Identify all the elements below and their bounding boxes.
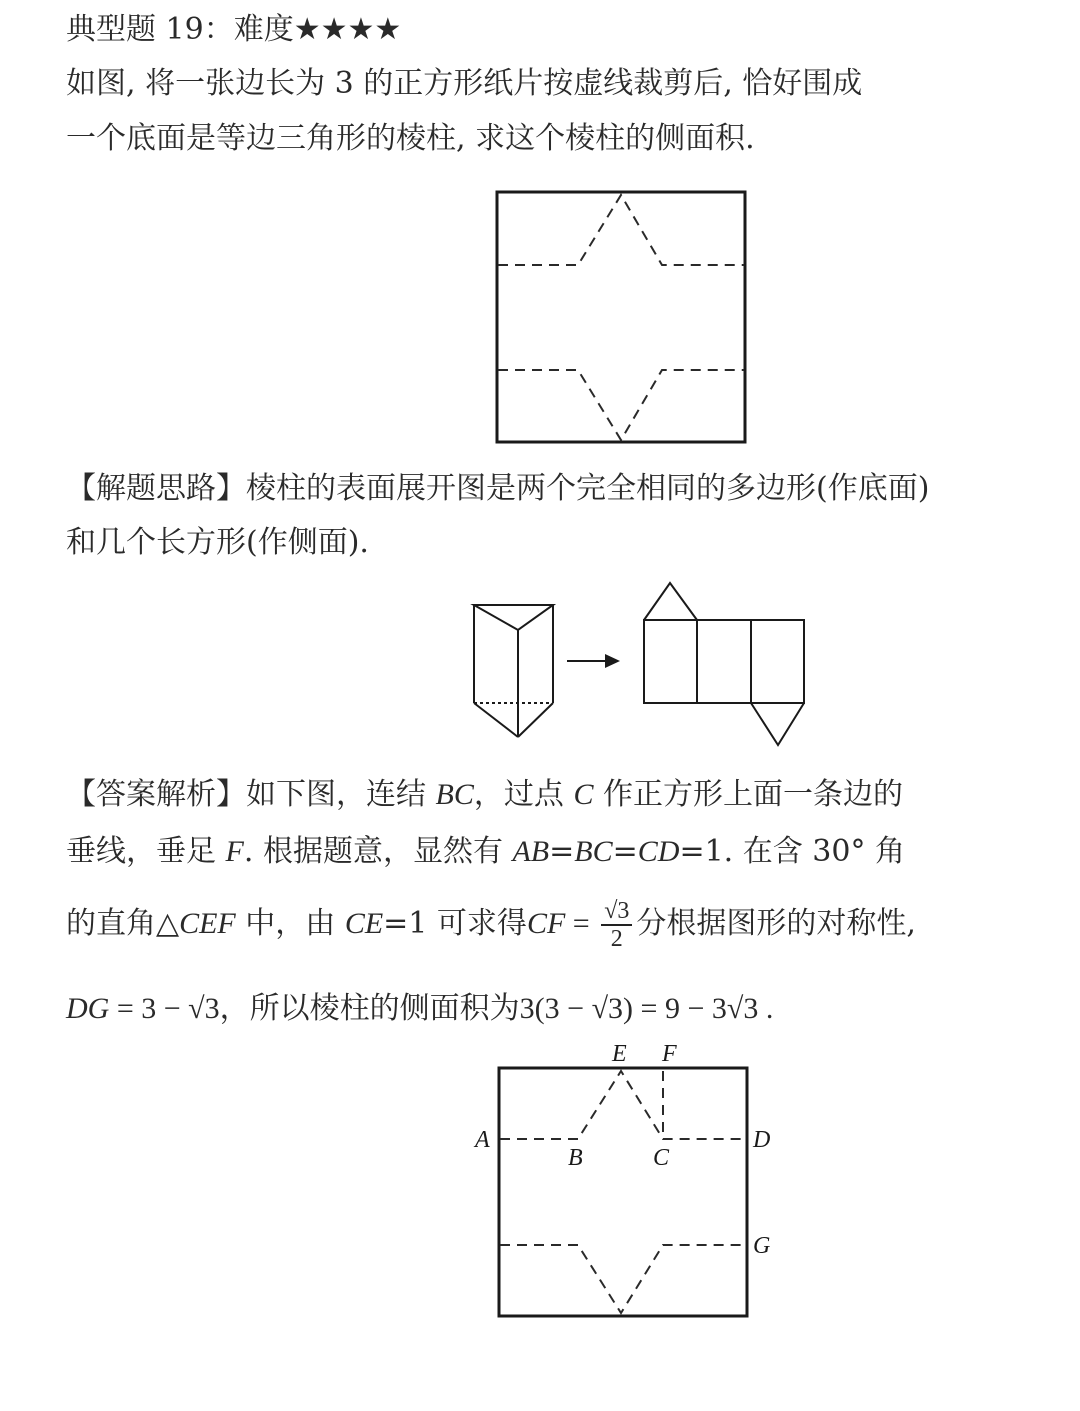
answer-l3-c: 中，由 xyxy=(235,906,345,941)
answer-l2-f: F xyxy=(225,835,244,868)
idea-line-1: 【解题思路】棱柱的表面展开图是两个完全相同的多边形(作底面) xyxy=(66,471,930,506)
answer-l4-b: = 3 − √3 xyxy=(109,992,220,1025)
figure-square-cut xyxy=(490,185,755,450)
answer-l2-eq2: = xyxy=(612,834,638,869)
figure-labeled-square xyxy=(470,1035,790,1330)
label-e: E xyxy=(612,1041,627,1067)
answer-l2-eq1: = xyxy=(549,834,575,869)
answer-l3-eq: = xyxy=(565,907,598,940)
answer-l1-bc: BC xyxy=(435,778,474,811)
answer-l2-bc: BC xyxy=(574,835,613,868)
fraction-sqrt3-over-2 xyxy=(601,898,632,952)
answer-l2-cd: CD xyxy=(637,835,680,868)
answer-l2-a: 垂线，垂足 xyxy=(66,834,226,869)
problem-line-2: 一个底面是等边三角形的棱柱, 求这个棱柱的侧面积. xyxy=(66,121,755,156)
answer-l4-c: ，所以棱柱的侧面积为 xyxy=(219,991,520,1026)
answer-line-3 xyxy=(66,898,916,952)
difficulty-stars: ★★★★ xyxy=(293,12,402,47)
answer-l4-dg: DG xyxy=(66,992,110,1025)
fraction-numerator: √3 xyxy=(601,898,632,926)
answer-l1-e: 作正方形上面一条边的 xyxy=(593,777,903,812)
label-g: G xyxy=(753,1233,771,1259)
problem-title xyxy=(66,10,401,50)
answer-l3-e: =1 可求得 xyxy=(383,906,527,941)
label-a: A xyxy=(475,1127,490,1153)
answer-line-4 xyxy=(66,989,773,1029)
label-f: F xyxy=(662,1041,677,1067)
label-c: C xyxy=(653,1145,670,1171)
answer-l1-point-c: C xyxy=(573,778,594,811)
answer-l3-ce: CE xyxy=(344,907,384,940)
answer-l3-h: 分根据图形的对称性, xyxy=(636,906,916,941)
answer-l4-d: 3(3 − √3) = 9 − 3√3 . xyxy=(519,992,774,1025)
answer-line-1 xyxy=(66,775,903,815)
fraction-denominator: 2 xyxy=(610,926,623,952)
label-d: D xyxy=(753,1127,771,1153)
label-b: B xyxy=(568,1145,583,1171)
title-text: 典型题 19：难度 xyxy=(66,12,294,47)
problem-line-1: 如图, 将一张边长为 3 的正方形纸片按虚线裁剪后, 恰好围成 xyxy=(66,66,863,101)
answer-l3-a: 的直角△ xyxy=(66,906,180,941)
figure-prism-net xyxy=(465,575,815,755)
idea-line-2: 和几个长方形(作侧面). xyxy=(66,525,369,560)
answer-l1-a: 【答案解析】如下图，连结 xyxy=(66,777,436,812)
answer-l2-i: =1. 在含 30° 角 xyxy=(679,834,905,869)
answer-l2-c: . 根据题意，显然有 xyxy=(243,834,513,869)
answer-l3-cf: CF xyxy=(526,907,566,940)
answer-line-2 xyxy=(66,832,905,872)
answer-l2-ab: AB xyxy=(512,835,550,868)
answer-l1-c: ，过点 xyxy=(473,777,574,812)
answer-l3-cef: CEF xyxy=(179,907,236,940)
